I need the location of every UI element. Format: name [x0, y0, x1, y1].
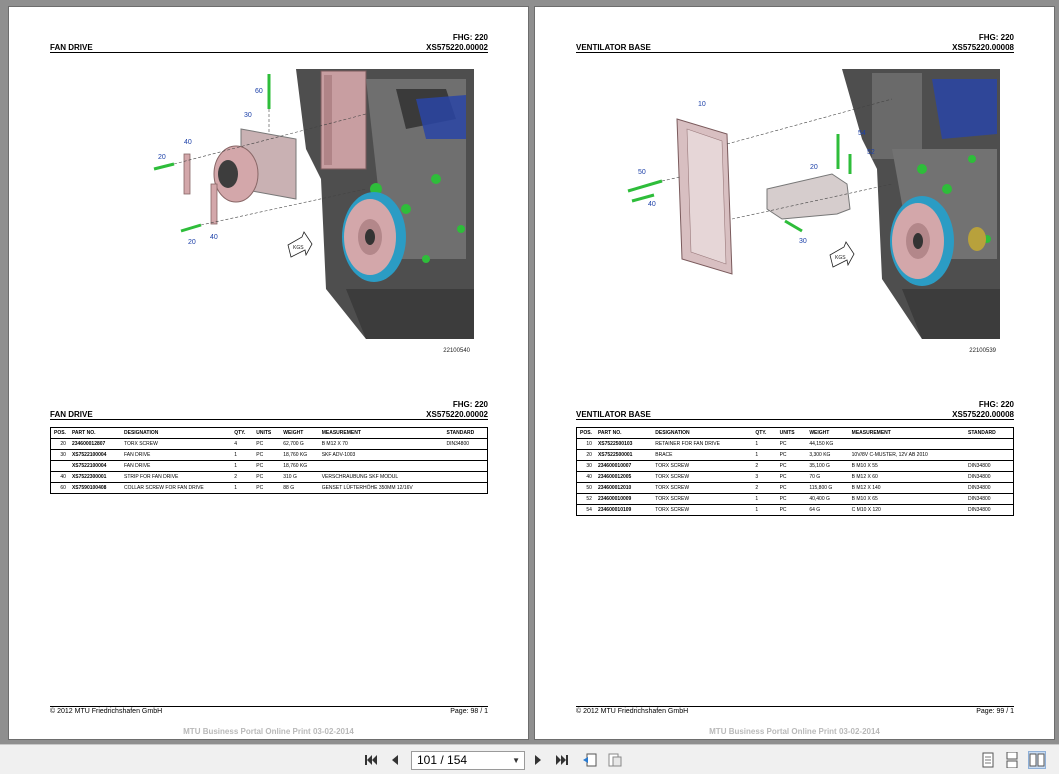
cell-units: PC	[253, 450, 280, 461]
table-header-row	[51, 428, 488, 439]
cell-standard	[444, 483, 488, 494]
table-header-rule	[50, 419, 488, 420]
cell-designation: TORX SCREW	[652, 494, 752, 505]
cell-weight: 88 G	[280, 483, 318, 494]
bottom-toolbar	[0, 744, 1059, 774]
section-title: FAN DRIVE	[50, 43, 93, 52]
footer-rule	[50, 706, 488, 707]
svg-text:40: 40	[210, 234, 218, 241]
cell-designation: TORX SCREW	[652, 505, 752, 516]
table-row	[51, 461, 488, 472]
cell-measurement	[849, 439, 965, 450]
cell-designation: TORX SCREW	[652, 483, 752, 494]
cell-units: PC	[777, 439, 807, 450]
cell-weight: 70 G	[806, 472, 848, 483]
cell-part: 234600012807	[69, 439, 121, 450]
copyright: © 2012 MTU Friedrichshafen GmbH	[50, 708, 163, 715]
cell-measurement: GENSET LÜFTERHÖHE 350MM 12/16V	[319, 483, 444, 494]
cell-weight: 115,800 G	[806, 483, 848, 494]
table-row	[51, 450, 488, 461]
svg-text:20: 20	[158, 154, 166, 161]
fhg-label: FHG: 220	[452, 33, 488, 42]
cell-units: PC	[777, 483, 807, 494]
col-standard: STANDARD	[444, 428, 488, 439]
col-part-no: PART NO.	[69, 428, 121, 439]
parts-table	[50, 427, 488, 494]
cell-pos: 50	[577, 483, 595, 494]
first-page-icon[interactable]	[362, 751, 380, 769]
cell-designation: BRACE	[652, 450, 752, 461]
kgs-label: KGS	[293, 245, 304, 251]
svg-text:60: 60	[255, 88, 263, 95]
cell-designation: RETAINER FOR FAN DRIVE	[652, 439, 752, 450]
cell-qty: 4	[231, 439, 253, 450]
cell-qty: 1	[231, 483, 253, 494]
continuous-icon[interactable]	[1003, 751, 1021, 769]
cell-standard	[444, 472, 488, 483]
cell-qty: 1	[752, 450, 776, 461]
cell-measurement: SKF ADV-1003	[319, 450, 444, 461]
header-rule	[576, 52, 1014, 53]
cell-pos: 60	[51, 483, 69, 494]
table-row	[577, 494, 1014, 505]
svg-text:52: 52	[867, 149, 875, 156]
svg-text:20: 20	[188, 239, 196, 246]
cell-measurement: B M10 X 65	[849, 494, 965, 505]
cell-standard	[965, 450, 1013, 461]
section-code: XS575220.00002	[426, 43, 488, 52]
table-row	[577, 483, 1014, 494]
table-header-rule	[576, 419, 1014, 420]
cell-pos: 52	[577, 494, 595, 505]
kgs-label: KGS	[835, 255, 846, 261]
cell-qty: 1	[231, 450, 253, 461]
cell-pos: 40	[51, 472, 69, 483]
col-units: UNITS	[777, 428, 807, 439]
page-98	[8, 6, 529, 740]
svg-text:40: 40	[648, 201, 656, 208]
cell-pos: 30	[577, 461, 595, 472]
table-section-code: XS575220.00008	[952, 410, 1014, 419]
page-number: Page: 99 / 1	[976, 708, 1014, 715]
cell-part: 234600010109	[595, 505, 652, 516]
table-row	[577, 472, 1014, 483]
table-row	[51, 472, 488, 483]
col-weight: WEIGHT	[280, 428, 318, 439]
drawing-id: 22100539	[969, 348, 996, 354]
col-pos: POS.	[577, 428, 595, 439]
col-pos: POS.	[51, 428, 69, 439]
cell-units: PC	[777, 494, 807, 505]
table-section-title: FAN DRIVE	[50, 410, 93, 419]
col-standard: STANDARD	[965, 428, 1013, 439]
cell-pos: 10	[577, 439, 595, 450]
col-units: UNITS	[253, 428, 280, 439]
drawing-id: 22100540	[443, 348, 470, 354]
cell-units: PC	[777, 450, 807, 461]
table-row	[51, 483, 488, 494]
col-part-no: PART NO.	[595, 428, 652, 439]
svg-text:10: 10	[698, 101, 706, 108]
ventilator-base-drawing	[592, 59, 1000, 354]
section-title: VENTILATOR BASE	[576, 43, 651, 52]
col-weight: WEIGHT	[806, 428, 848, 439]
cell-designation: TORX SCREW	[121, 439, 231, 450]
svg-text:30: 30	[244, 112, 252, 119]
col-qty: QTY.	[752, 428, 776, 439]
cell-weight: 62,700 G	[280, 439, 318, 450]
cell-part: 234600010009	[595, 494, 652, 505]
footer-rule	[576, 706, 1014, 707]
cell-weight: 18,760 KG	[280, 461, 318, 472]
table-section-title: VENTILATOR BASE	[576, 410, 651, 419]
col-designation: DESIGNATION	[652, 428, 752, 439]
cell-weight: 310 G	[280, 472, 318, 483]
dropdown-caret-icon[interactable]: ▼	[512, 756, 520, 765]
cell-units: PC	[253, 439, 280, 450]
cell-pos: 30	[51, 450, 69, 461]
cell-designation: TORX SCREW	[652, 472, 752, 483]
table-row	[577, 439, 1014, 450]
prev-page-icon[interactable]	[386, 751, 404, 769]
cell-measurement: B M10 X 55	[849, 461, 965, 472]
cell-pos: 20	[577, 450, 595, 461]
header-rule	[50, 52, 488, 53]
cell-weight: 3,300 KG	[806, 450, 848, 461]
cell-measurement: B M12 X 60	[849, 472, 965, 483]
single-page-icon[interactable]	[979, 751, 997, 769]
cell-measurement: B M12 X 70	[319, 439, 444, 450]
cell-qty: 2	[752, 461, 776, 472]
cell-measurement: 10V/8V C-MUSTER, 12V AB 2010	[849, 450, 965, 461]
cell-part: 234600010007	[595, 461, 652, 472]
cell-units: PC	[777, 472, 807, 483]
cell-pos	[51, 461, 69, 472]
table-row	[577, 450, 1014, 461]
cell-units: PC	[777, 461, 807, 472]
cell-designation: COLLAR SCREW FOR FAN DRIVE	[121, 483, 231, 494]
cell-qty: 2	[752, 483, 776, 494]
cell-part: XS7522100004	[69, 461, 121, 472]
cell-weight: 44,150 KG	[806, 439, 848, 450]
two-page-icon[interactable]	[1028, 751, 1046, 769]
cell-weight: 40,400 G	[806, 494, 848, 505]
table-row	[51, 439, 488, 450]
cell-standard	[444, 461, 488, 472]
cell-units: PC	[253, 461, 280, 472]
cell-qty: 1	[752, 439, 776, 450]
table-fhg-label: FHG: 220	[452, 400, 488, 409]
cell-qty: 3	[752, 472, 776, 483]
table-row	[577, 505, 1014, 516]
page-99	[534, 6, 1055, 740]
cell-part: 234600012005	[595, 472, 652, 483]
table-section-code: XS575220.00002	[426, 410, 488, 419]
col-measurement: MEASUREMENT	[849, 428, 965, 439]
cell-qty: 2	[231, 472, 253, 483]
cell-units: PC	[253, 483, 280, 494]
cell-part: XS7590100408	[69, 483, 121, 494]
cell-designation: TORX SCREW	[652, 461, 752, 472]
table-header-row	[577, 428, 1014, 439]
cell-standard: DIN34800	[965, 505, 1013, 516]
cell-part: XS7522500103	[595, 439, 652, 450]
cell-pos: 54	[577, 505, 595, 516]
cell-designation: STRIP FOR FAN DRIVE	[121, 472, 231, 483]
cell-designation: FAN DRIVE	[121, 461, 231, 472]
cell-measurement: VERSCHRAUBUNG SKF MODUL	[319, 472, 444, 483]
cell-qty: 1	[752, 505, 776, 516]
cell-units: PC	[777, 505, 807, 516]
parts-table	[576, 427, 1014, 516]
cell-weight: 64 G	[806, 505, 848, 516]
cell-standard: DIN34800	[965, 472, 1013, 483]
cell-qty: 1	[231, 461, 253, 472]
cell-weight: 35,100 G	[806, 461, 848, 472]
cell-standard: DIN34800	[965, 494, 1013, 505]
cell-part: XS7522100004	[69, 450, 121, 461]
fan-drive-drawing	[66, 59, 474, 354]
back-icon[interactable]	[581, 751, 599, 769]
cell-pos: 20	[51, 439, 69, 450]
page-indicator: 101 / 154	[417, 753, 468, 767]
cell-part: XS7522500001	[595, 450, 652, 461]
copyright: © 2012 MTU Friedrichshafen GmbH	[576, 708, 689, 715]
last-page-icon[interactable]	[553, 751, 571, 769]
cell-standard: DIN34800	[444, 439, 488, 450]
cell-pos: 40	[577, 472, 595, 483]
col-measurement: MEASUREMENT	[319, 428, 444, 439]
page-number-input[interactable]	[411, 751, 525, 770]
svg-text:30: 30	[799, 238, 807, 245]
cell-part: 234600012010	[595, 483, 652, 494]
col-qty: QTY.	[231, 428, 253, 439]
cell-units: PC	[253, 472, 280, 483]
cell-qty: 1	[752, 494, 776, 505]
cell-weight: 18,760 KG	[280, 450, 318, 461]
svg-text:54: 54	[858, 130, 866, 137]
next-page-icon[interactable]	[529, 751, 547, 769]
cell-measurement: C M10 X 120	[849, 505, 965, 516]
svg-text:20: 20	[810, 164, 818, 171]
cell-standard	[965, 439, 1013, 450]
table-fhg-label: FHG: 220	[978, 400, 1014, 409]
section-code: XS575220.00008	[952, 43, 1014, 52]
page-number: Page: 98 / 1	[450, 708, 488, 715]
cell-standard: DIN34800	[965, 483, 1013, 494]
col-designation: DESIGNATION	[121, 428, 231, 439]
svg-text:40: 40	[184, 139, 192, 146]
print-note: MTU Business Portal Online Print 03-02-2014	[183, 727, 354, 736]
cell-designation: FAN DRIVE	[121, 450, 231, 461]
forward-icon[interactable]	[606, 751, 624, 769]
cell-measurement	[319, 461, 444, 472]
table-row	[577, 461, 1014, 472]
cell-measurement: B M12 X 140	[849, 483, 965, 494]
cell-standard	[444, 450, 488, 461]
cell-standard: DIN34800	[965, 461, 1013, 472]
cell-part: XS7522300001	[69, 472, 121, 483]
fhg-label: FHG: 220	[978, 33, 1014, 42]
svg-text:50: 50	[638, 169, 646, 176]
print-note: MTU Business Portal Online Print 03-02-2014	[709, 727, 880, 736]
